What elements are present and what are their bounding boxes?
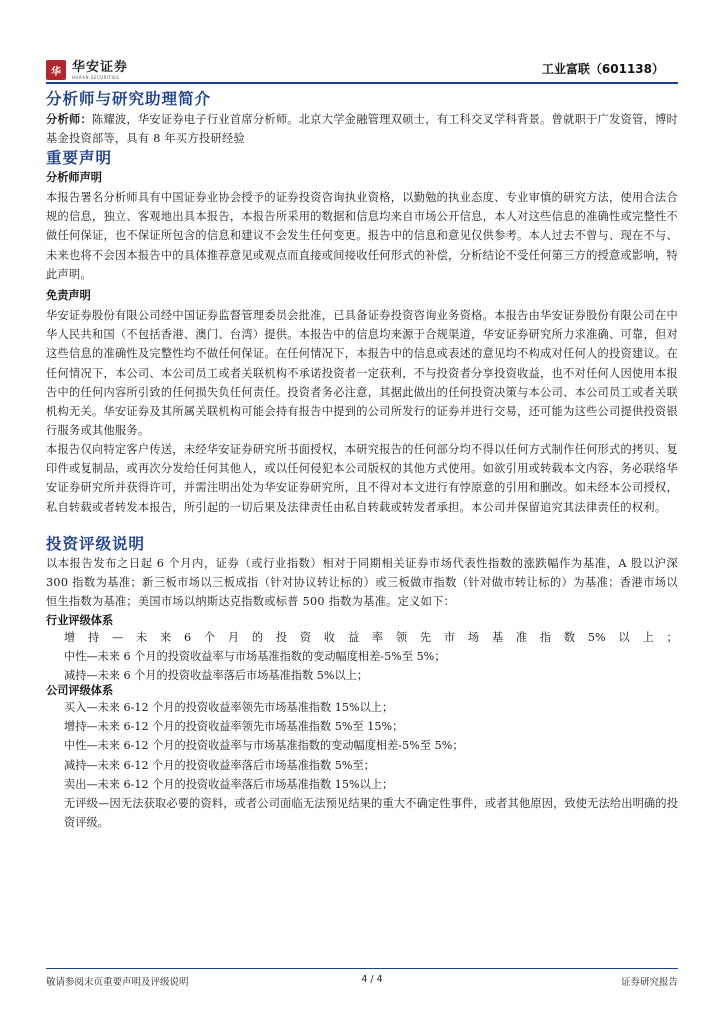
industry-rating-glyph: 增	[64, 631, 76, 644]
page-number: 4 / 4	[361, 974, 383, 985]
industry-rating-heading: 行业评级体系	[46, 614, 114, 627]
logo-seal-icon: 华	[46, 60, 66, 80]
rating-intro: 以本报告发布之日起 6 个月内，证券（或行业指数）相对于同期相关证券市场代表性指数的涨跌幅作为基准，A 股以沪深 300 指数为基准；新三板市场以三板成指（针对协议转让标的）或三板做市指数（针对做市转让标的）为基准；香港市场以恒生指数为基准；美国市场以纳斯达克指数或标普 500 指数为基准。定义如下：	[46, 557, 678, 609]
exemption-paragraph-2: 本报告仅向特定客户传送，未经华安证券研究所书面授权，本研究报告的任何部分均不得以任何方式制作任何形式的拷贝、复印件或复制品，或再次分发给任何其他人，或以任何侵犯本公司版权的其他方式使用。如欲引用或转载本文内容，务必联络华安证券研究所并获得许可，并需注明出处为华安证券研究所，且不得对本文进行有悖原意的引用和删改。如未经本公司授权，私自转载或者转发本报告，所引起的一切后果及法律责任由私自转载或转发者承担。本公司并保留追究其法律责任的权利。	[46, 443, 678, 514]
industry-rating-item: 中性—未来 6 个月的投资收益率与市场基准指数的变动幅度相差-5%至 5%；	[64, 650, 446, 664]
analyst-section-title: 分析师与研究助理简介	[46, 90, 212, 108]
industry-rating-glyph: 率	[371, 631, 384, 644]
company-rating-item: 卖出—未来 6-12 个月的投资收益率落后市场基准指数 15%以上；	[64, 777, 394, 791]
industry-rating-glyph: 领	[395, 631, 408, 644]
industry-rating-glyph: 指	[539, 631, 552, 644]
analyst-statement-heading: 分析师声明	[46, 171, 102, 184]
industry-rating-glyph: 投	[275, 631, 288, 644]
industry-rating-glyph: 场	[467, 631, 480, 644]
industry-rating-glyph: 基	[491, 631, 504, 644]
industry-rating-glyph: 数	[563, 631, 576, 644]
exemption-heading: 免责声明	[46, 289, 91, 302]
industry-rating-glyph: 以	[618, 631, 630, 644]
industry-rating-glyph: —	[112, 631, 124, 644]
header-divider	[46, 82, 678, 84]
page-header	[46, 58, 678, 82]
industry-rating-glyph: 益	[347, 631, 360, 644]
industry-rating-glyph: 先	[419, 631, 432, 644]
company-rating-heading: 公司评级体系	[46, 684, 114, 697]
report-stock-code: 工业富联（601138）	[541, 62, 664, 76]
industry-rating-glyph: 收	[323, 631, 336, 644]
analyst-label: 分析师：	[46, 113, 92, 126]
industry-rating-glyph: 来	[159, 631, 172, 644]
industry-rating-glyph: 持	[88, 631, 100, 644]
logo-text: 华安证券	[72, 59, 129, 75]
industry-rating-glyph: 6	[183, 631, 192, 644]
company-rating-item: 增持—未来 6-12 个月的投资收益率领先市场基准指数 5%至 15%；	[64, 720, 404, 734]
industry-rating-glyph: 上	[642, 631, 654, 644]
industry-rating-item: 减持—未来 6 个月的投资收益率落后市场基准指数 5%以上；	[64, 669, 369, 683]
company-logo	[46, 58, 128, 82]
footer-report-type: 证券研究报告	[620, 977, 678, 988]
exemption-paragraph-1: 华安证券股份有限公司经中国证券监督管理委员会批准，已具备证券投资咨询业务资格。本报告由华安证券股份有限公司在中华人民共和国（不包括香港、澳门、台湾）提供。本报告中的信息均来源于合规渠道，华安证券研究所力求准确、可靠，但对这些信息的准确性及完整性均不做任何保证。在任何情况下，本报告中的信息或表述的意见均不构成对任何人的投资建议。在任何情况下，本公司、本公司员工或者关联机构不承诺投资者一定获利，不与投资者分享投资收益，也不对任何人因使用本报告中的任何内容所引致的任何损失负任何责任。投资者务必注意，其据此做出的任何投资决策与本公司、本公司员工或者关联机构无关。华安证券及其所属关联机构可能会持有报告中提到的公司所发行的证券并进行交易，还可能为这些公司提供投资银行服务或其他服务。	[46, 309, 678, 438]
industry-rating-glyph: 个	[203, 631, 216, 644]
industry-rating-glyph: ；	[666, 631, 678, 644]
analyst-text: 陈耀波，华安证券电子行业首席分析师。北京大学金融管理双硕士，有工科交叉学科背景。曾就职于广发资管，博时基金投资部等，具有 8 年买方投研经验	[46, 113, 678, 146]
analyst-statement-text: 本报告署名分析师具有中国证券业协会授予的证券投资咨询执业资格，以勤勉的执业态度、专业审慎的研究方法，使用合法合规的信息，独立、客观地出具本报告，本报告所采用的数据和信息均来自市场公开信息，本人对这些信息的准确性或完整性不做任何保证，也不保证所包含的信息和建议不会发生任何变更。报告中的信息和意见仅供参考。本人过去不曾与、现在不与、未来也将不会因本报告中的具体推荐意见或观点而直接或间接收任何形式的补偿，分析结论不受任何第三方的授意或影响，特此声明。	[46, 191, 678, 281]
company-rating-item: 减持—未来 6-12 个月的投资收益率落后市场基准指数 5%至；	[64, 758, 375, 772]
industry-rating-glyph: 月	[227, 631, 240, 644]
disclaimer-section-title: 重要声明	[46, 149, 113, 167]
company-rating-item: 买入—未来 6-12 个月的投资收益率领先市场基准指数 15%以上；	[64, 701, 394, 714]
rating-section-title: 投资评级说明	[46, 535, 146, 553]
industry-rating-glyph: 的	[251, 631, 264, 644]
industry-rating-item	[46, 628, 678, 647]
industry-rating-glyph: 资	[299, 631, 312, 644]
industry-rating-list	[46, 628, 678, 686]
industry-rating-glyph: 5%	[587, 631, 606, 644]
company-rating-item: 中性—未来 6-12 个月的投资收益率与市场基准指数的变动幅度相差-5%至 5%；	[64, 739, 464, 753]
company-rating-item: 无评级—因无法获取必要的资料，或者公司面临无法预见结果的重大不确定性事件，或者其他原因，致使无法给出明确的投资评级。	[64, 797, 678, 830]
analyst-intro	[46, 110, 678, 148]
industry-rating-glyph: 准	[515, 631, 528, 644]
company-rating-list	[46, 698, 678, 832]
footer-disclaimer-note: 敬请参阅末页重要声明及评级说明	[46, 977, 189, 988]
logo-subtext: HUAAN SECURITIES	[72, 74, 120, 80]
footer-divider	[46, 968, 678, 969]
industry-rating-glyph: 市	[443, 631, 456, 644]
industry-rating-glyph: 未	[135, 631, 148, 644]
